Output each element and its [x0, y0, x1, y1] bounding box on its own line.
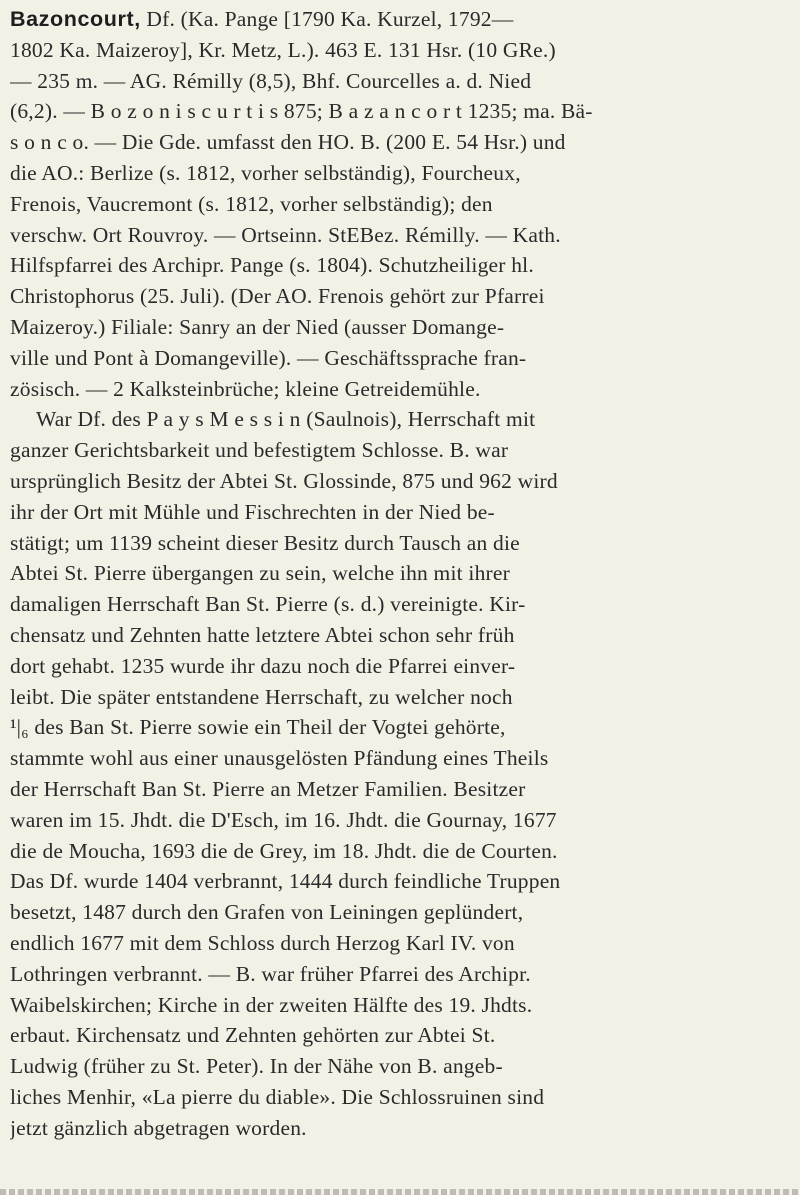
text-line: chensatz und Zehnten hatte letztere Abtei schon sehr früh — [10, 622, 515, 647]
entry-paragraph — [10, 4, 800, 404]
text-line: Lothringen verbrannt. — B. war früher Pfarrei des Archipr. — [10, 961, 531, 986]
text-line: Hilfspfarrei des Archipr. Pange (s. 1804). Schutzheiliger hl. — [10, 253, 534, 278]
text-line: s o n c o. — Die Gde. umfasst den HO. B. (200 E. 54 Hsr.) und — [10, 130, 566, 155]
text-line: ville und Pont à Domangeville). — Geschäftssprache fran- — [10, 345, 527, 370]
text-line: ursprünglich Besitz der Abtei St. Glossinde, 875 und 962 wird — [10, 468, 558, 493]
text-line: War Df. des P a y s M e s s i n (Saulnois), Herrschaft mit — [36, 407, 536, 432]
text-line: verschw. Ort Rouvroy. — Ortseinn. StEBez. Rémilly. — Kath. — [10, 222, 561, 247]
text-line: dort gehabt. 1235 wurde ihr dazu noch die Pfarrei einver- — [10, 653, 516, 678]
text-line: ihr der Ort mit Mühle und Fischrechten in der Nied be- — [10, 499, 495, 524]
text-line: Abtei St. Pierre übergangen zu sein, welche ihn mit ihrer — [10, 561, 510, 586]
text-line: leibt. Die später entstandene Herrschaft, zu welcher noch — [10, 684, 513, 709]
text-line: Das Df. wurde 1404 verbrannt, 1444 durch feindliche Truppen — [10, 869, 561, 894]
text-line: die de Moucha, 1693 die de Grey, im 18. Jhdt. die de Courten. — [10, 838, 558, 863]
text-line: waren im 15. Jhdt. die D'Esch, im 16. Jhdt. die Gournay, 1677 — [10, 807, 557, 832]
text-line: (6,2). — B o z o n i s c u r t i s 875; B a z a n c o r t 1235; ma. Bä- — [10, 99, 593, 124]
text-line-rest: Df. (Ka. Pange [1790 Ka. Kurzel, 1792— — [140, 7, 514, 31]
cut-off-next-line — [0, 1189, 800, 1195]
text-line: zösisch. — 2 Kalksteinbrüche; kleine Getreidemühle. — [10, 376, 481, 401]
history-paragraph — [10, 404, 800, 1143]
text-line: die AO.: Berlize (s. 1812, vorher selbständig), Fourcheux, — [10, 160, 521, 185]
text-line: besetzt, 1487 durch den Grafen von Leiningen geplündert, — [10, 900, 524, 925]
text-line — [10, 4, 800, 35]
text-line: 1802 Ka. Maizeroy], Kr. Metz, L.). 463 E. 131 Hsr. (10 GRe.) — [10, 37, 556, 62]
headword: Bazoncourt, — [10, 7, 141, 31]
text-line: liches Menhir, «La pierre du diable». Die Schlossruinen sind — [10, 1084, 545, 1109]
text-line: Ludwig (früher zu St. Peter). In der Nähe von B. angeb- — [10, 1054, 503, 1079]
text-line: jetzt gänzlich abgetragen worden. — [10, 1115, 307, 1140]
text-line: Maizeroy.) Filiale: Sanry an der Nied (ausser Domange- — [10, 314, 505, 339]
text-line: — 235 m. — AG. Rémilly (8,5), Bhf. Courcelles a. d. Nied — [10, 68, 532, 93]
text-line: Christophorus (25. Juli). (Der AO. Frenois gehört zur Pfarrei — [10, 284, 545, 309]
text-line: ganzer Gerichtsbarkeit und befestigtem Schlosse. B. war — [10, 438, 509, 463]
text-line: Frenois, Vaucremont (s. 1812, vorher selbständig); den — [10, 191, 493, 216]
text-line: stammte wohl aus einer unausgelösten Pfändung eines Theils — [10, 746, 549, 771]
text-line: stätigt; um 1139 scheint dieser Besitz durch Tausch an die — [10, 530, 520, 555]
text-line: damaligen Herrschaft Ban St. Pierre (s. d.) vereinigte. Kir- — [10, 592, 526, 617]
text-line: endlich 1677 mit dem Schloss durch Herzog Karl IV. von — [10, 930, 515, 955]
text-line: erbaut. Kirchensatz und Zehnten gehörten zur Abtei St. — [10, 1023, 496, 1048]
text-line: der Herrschaft Ban St. Pierre an Metzer Familien. Besitzer — [10, 776, 526, 801]
text-line: ¹|₆ des Ban St. Pierre sowie ein Theil der Vogtei gehörte, — [10, 715, 506, 740]
text-line: Waibelskirchen; Kirche in der zweiten Hälfte des 19. Jhdts. — [10, 992, 533, 1017]
